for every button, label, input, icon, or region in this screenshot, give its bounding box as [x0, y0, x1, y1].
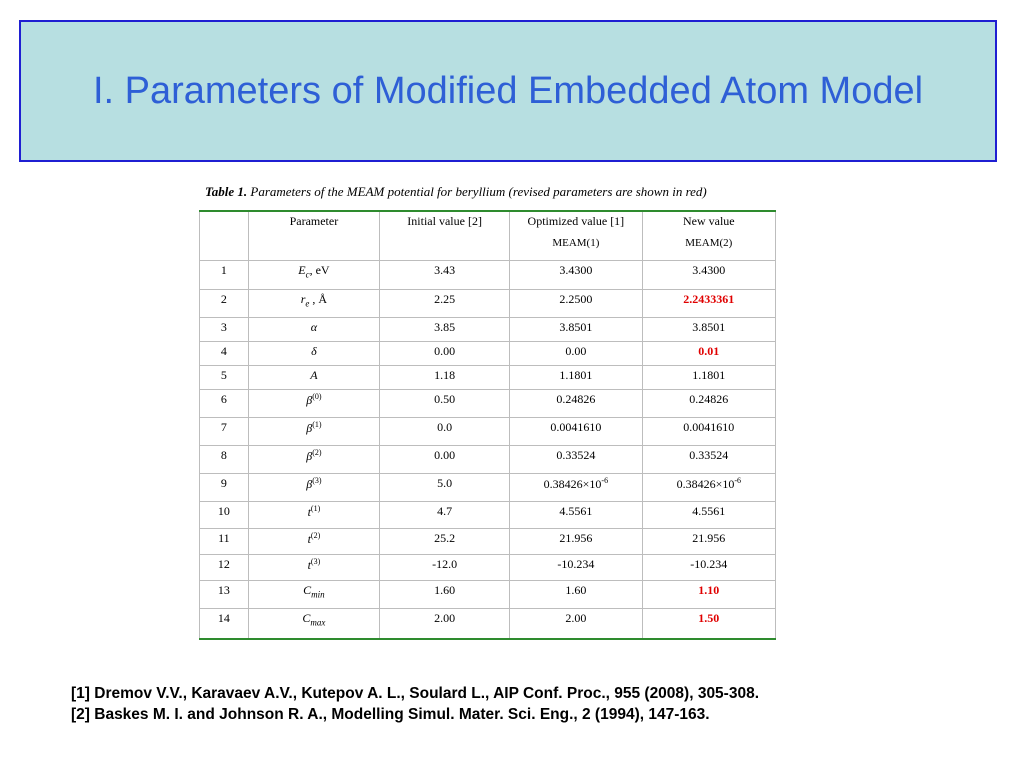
cell-initial: 5.0: [380, 474, 510, 502]
header-optimized-label: Optimized value [1]: [527, 214, 625, 228]
parameter-symbol: δ: [311, 344, 317, 358]
optimized-value: 0.00: [565, 344, 587, 358]
caption-label: Table 1.: [205, 184, 248, 199]
parameters-table: [199, 210, 776, 640]
cell-new: [642, 318, 775, 342]
parameter-symbol: t: [307, 558, 311, 572]
parameter-symbol: t: [307, 505, 311, 519]
parameter-superscript: (0): [312, 392, 322, 401]
cell-initial: 2.00: [380, 609, 510, 639]
table-row: [200, 342, 776, 366]
header-parameter: Parameter: [248, 211, 379, 261]
optimized-value: 21.956: [559, 531, 593, 545]
parameter-symbol: β: [306, 449, 313, 463]
cell-parameter: [248, 390, 379, 418]
header-optimized-sub: MEAM(1): [552, 237, 600, 249]
new-value: -10.234: [690, 557, 728, 571]
parameter-symbol: t: [307, 532, 311, 546]
cell-new: [642, 502, 775, 529]
parameter-symbol: E: [298, 263, 306, 277]
parameter-unit: , Å: [309, 292, 328, 306]
cell-number: 12: [200, 555, 249, 581]
parameter-subscript: max: [310, 617, 326, 628]
cell-optimized: [510, 390, 642, 418]
cell-optimized: [510, 474, 642, 502]
slide-title: I. Parameters of Modified Embedded Atom Model: [92, 69, 924, 112]
cell-initial: 3.85: [380, 318, 510, 342]
table-body: [200, 261, 776, 639]
cell-number: 13: [200, 581, 249, 609]
new-value: 3.8501: [692, 320, 726, 334]
optimized-value: 1.1801: [559, 368, 593, 382]
new-value: 4.5561: [692, 504, 726, 518]
new-value: 0.33524: [689, 448, 729, 462]
cell-parameter: [248, 446, 379, 474]
table-row: [200, 502, 776, 529]
parameter-unit: , eV: [309, 263, 330, 277]
header-new-sub: MEAM(2): [685, 237, 733, 249]
header-new: [642, 211, 775, 261]
table-row: [200, 529, 776, 555]
optimized-value: 3.8501: [559, 320, 593, 334]
cell-optimized: [510, 555, 642, 581]
table-row: [200, 318, 776, 342]
parameter-superscript: (1): [312, 420, 322, 429]
cell-parameter: [248, 366, 379, 390]
table-row: [200, 446, 776, 474]
new-value: 1.1801: [692, 368, 726, 382]
cell-new: [642, 529, 775, 555]
cell-new: [642, 342, 775, 366]
cell-initial: 25.2: [380, 529, 510, 555]
cell-parameter: [248, 418, 379, 446]
parameter-superscript: (2): [310, 531, 321, 540]
cell-new: [642, 446, 775, 474]
cell-initial: 1.60: [380, 581, 510, 609]
new-value: 2.2433361: [683, 292, 735, 306]
cell-new: [642, 474, 775, 502]
cell-new: [642, 581, 775, 609]
new-value: 0.24826: [689, 392, 729, 406]
cell-new: [642, 366, 775, 390]
cell-parameter: [248, 555, 379, 581]
optimized-value: 0.0041610: [550, 420, 602, 434]
optimized-value: 1.60: [565, 583, 587, 597]
cell-parameter: [248, 502, 379, 529]
header-optimized: [510, 211, 642, 261]
title-box: [19, 20, 997, 162]
parameter-symbol: β: [306, 477, 313, 491]
table-row: [200, 581, 776, 609]
cell-optimized: [510, 581, 642, 609]
cell-number: 4: [200, 342, 249, 366]
cell-parameter: [248, 474, 379, 502]
parameter-symbol: β: [306, 421, 313, 435]
parameter-subscript: min: [311, 589, 325, 600]
cell-initial: 1.18: [380, 366, 510, 390]
cell-number: 9: [200, 474, 249, 502]
table-row: [200, 390, 776, 418]
new-value: 1.50: [698, 611, 720, 625]
parameter-symbol: A: [310, 368, 318, 382]
table-row: [200, 609, 776, 639]
parameter-subscript: c: [305, 269, 310, 280]
parameter-symbol: C: [302, 611, 311, 625]
parameter-symbol: r: [300, 292, 306, 306]
cell-parameter: [248, 342, 379, 366]
parameter-symbol: C: [303, 583, 312, 597]
cell-optimized: [510, 446, 642, 474]
cell-number: 8: [200, 446, 249, 474]
table-row: [200, 418, 776, 446]
header-new-label: New value: [682, 214, 735, 228]
new-value: 0.01: [698, 344, 720, 358]
cell-optimized: [510, 290, 642, 318]
cell-optimized: [510, 418, 642, 446]
cell-initial: 0.50: [380, 390, 510, 418]
table-row: [200, 366, 776, 390]
header-initial: Initial value [2]: [380, 211, 510, 261]
cell-parameter: [248, 581, 379, 609]
cell-initial: 0.0: [380, 418, 510, 446]
table-row: [200, 555, 776, 581]
cell-new: [642, 290, 775, 318]
table-row: [200, 290, 776, 318]
cell-initial: -12.0: [380, 555, 510, 581]
cell-number: 1: [200, 261, 249, 290]
new-value: 0.0041610: [683, 420, 735, 434]
table-row: [200, 474, 776, 502]
parameter-superscript: (3): [310, 557, 321, 566]
cell-number: 10: [200, 502, 249, 529]
cell-initial: 2.25: [380, 290, 510, 318]
optimized-value: 2.00: [565, 611, 587, 625]
cell-optimized: [510, 502, 642, 529]
header-number: [200, 211, 249, 261]
reference-2: [2] Baskes M. I. and Johnson R. A., Modelling Simul. Mater. Sci. Eng., 2 (1994), 147-163.: [71, 706, 710, 723]
cell-initial: 4.7: [380, 502, 510, 529]
caption-text: Parameters of the MEAM potential for beryllium (revised parameters are shown in red): [247, 184, 707, 199]
cell-parameter: [248, 609, 379, 639]
table-caption: [205, 184, 707, 200]
cell-new: [642, 609, 775, 639]
optimized-value: 0.38426×10: [543, 477, 602, 491]
cell-initial: 0.00: [380, 446, 510, 474]
parameter-symbol: β: [306, 393, 313, 407]
cell-optimized: [510, 609, 642, 639]
cell-new: [642, 390, 775, 418]
optimized-exponent: -6: [601, 476, 609, 485]
cell-optimized: [510, 529, 642, 555]
cell-number: 5: [200, 366, 249, 390]
optimized-value: 4.5561: [559, 504, 593, 518]
cell-initial: 3.43: [380, 261, 510, 290]
new-value: 0.38426×10: [676, 477, 735, 491]
cell-parameter: [248, 318, 379, 342]
cell-number: 14: [200, 609, 249, 639]
cell-number: 6: [200, 390, 249, 418]
table-row: [200, 261, 776, 290]
new-exponent: -6: [734, 476, 742, 485]
cell-optimized: [510, 342, 642, 366]
cell-initial: 0.00: [380, 342, 510, 366]
new-value: 1.10: [698, 583, 720, 597]
new-value: 3.4300: [692, 263, 726, 277]
optimized-value: 3.4300: [559, 263, 593, 277]
optimized-value: -10.234: [557, 557, 595, 571]
cell-optimized: [510, 366, 642, 390]
new-value: 21.956: [692, 531, 726, 545]
reference-1: [1] Dremov V.V., Karavaev A.V., Kutepov A. L., Soulard L., AIP Conf. Proc., 955 (2008), 305-308.: [71, 685, 760, 702]
cell-parameter: [248, 529, 379, 555]
cell-new: [642, 418, 775, 446]
cell-new: [642, 261, 775, 290]
references: [71, 683, 759, 725]
optimized-value: 0.24826: [556, 392, 596, 406]
cell-optimized: [510, 318, 642, 342]
parameter-superscript: (2): [312, 448, 322, 457]
parameter-symbol: α: [310, 320, 318, 334]
parameter-superscript: (1): [310, 504, 321, 513]
cell-number: 11: [200, 529, 249, 555]
cell-optimized: [510, 261, 642, 290]
cell-parameter: [248, 261, 379, 290]
parameter-superscript: (3): [312, 476, 322, 485]
cell-number: 3: [200, 318, 249, 342]
optimized-value: 0.33524: [556, 448, 596, 462]
parameter-subscript: e: [305, 298, 310, 309]
optimized-value: 2.2500: [559, 292, 593, 306]
cell-parameter: [248, 290, 379, 318]
cell-number: 7: [200, 418, 249, 446]
cell-new: [642, 555, 775, 581]
cell-number: 2: [200, 290, 249, 318]
